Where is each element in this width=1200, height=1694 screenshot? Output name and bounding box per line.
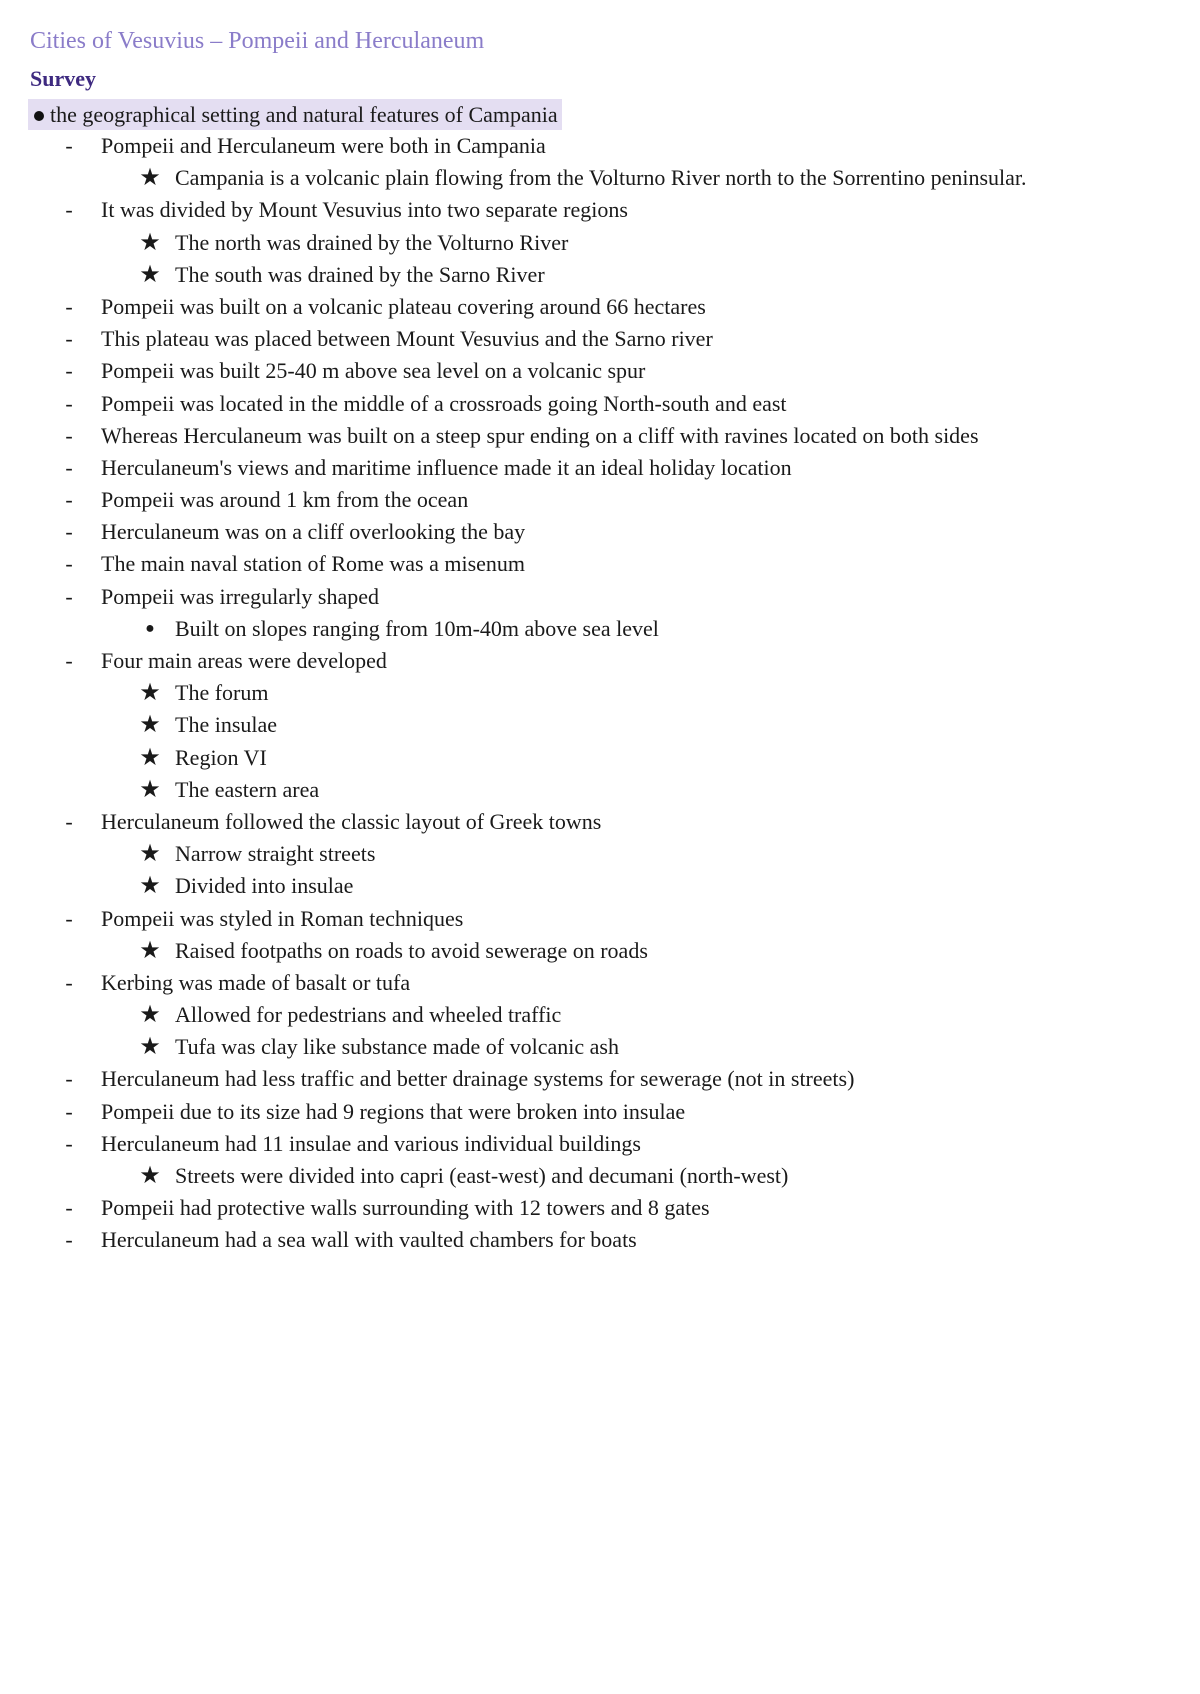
list-item-text: Four main areas were developed (101, 648, 387, 673)
star-icon: ★ (139, 165, 161, 192)
star-icon: ★ (139, 1163, 161, 1189)
list-item-text: The north was drained by the Volturno River (175, 229, 569, 255)
list-item (0, 677, 1200, 709)
list-item-text: Tufa was clay like substance made of volcanic ash (175, 1034, 619, 1060)
bullet-dot-icon: ● (145, 619, 155, 637)
dash-marker: - (65, 422, 73, 448)
list-item-text: Herculaneum followed the classic layout of Greek towns (101, 808, 602, 834)
list-item-text: The south was drained by the Sarno River (175, 261, 545, 287)
dash-marker: - (65, 648, 73, 673)
notes-list (0, 130, 1200, 1257)
star-icon: ★ (139, 937, 161, 964)
list-item-text: Divided into insulae (175, 873, 354, 899)
dash-marker: - (65, 551, 73, 577)
list-item-text: Campania is a volcanic plain flowing from the Volturno River north to the Sorrentino peninsular. (175, 165, 1027, 191)
list-item-text: The eastern area (175, 776, 320, 802)
list-item-text: Region VI (175, 744, 267, 770)
dash-marker: - (65, 293, 73, 319)
list-item (0, 484, 1200, 516)
star-icon: ★ (139, 744, 161, 771)
list-item (0, 1063, 1200, 1095)
list-item (0, 227, 1200, 259)
dash-marker: - (65, 390, 73, 416)
list-item (0, 130, 1200, 162)
list-item (0, 709, 1200, 741)
list-item-text: Kerbing was made of basalt or tufa (101, 969, 411, 995)
list-item (0, 548, 1200, 580)
dash-marker: - (65, 1066, 73, 1092)
dash-marker: - (65, 1227, 73, 1253)
dash-marker: - (65, 808, 73, 834)
dash-marker: - (65, 519, 73, 545)
dash-marker: - (65, 1130, 73, 1156)
list-item (0, 1031, 1200, 1063)
list-item-text: Pompeii was styled in Roman techniques (101, 905, 464, 931)
dash-marker: - (65, 905, 73, 931)
dash-marker: - (65, 1098, 73, 1124)
list-item (0, 355, 1200, 387)
list-item (0, 162, 1200, 194)
list-item (0, 194, 1200, 226)
list-item-text: Pompeii and Herculaneum were both in Campania (101, 133, 546, 158)
list-item-text: Herculaneum's views and maritime influence made it an ideal holiday location (101, 454, 792, 480)
list-item (0, 323, 1200, 355)
star-icon: ★ (139, 873, 161, 900)
list-item (0, 1224, 1200, 1256)
star-icon: ★ (139, 776, 161, 803)
list-item-text: Raised footpaths on roads to avoid sewerage on roads (175, 937, 648, 963)
list-item (0, 452, 1200, 484)
topic-text: the geographical setting and natural features of Campania (50, 102, 558, 127)
section-heading: Survey (30, 66, 96, 91)
dash-marker: - (65, 1195, 73, 1221)
highlighted-topic (28, 99, 562, 130)
dash-marker: - (65, 454, 73, 480)
list-item-text: This plateau was placed between Mount Vesuvius and the Sarno river (101, 326, 713, 352)
list-item-text: Whereas Herculaneum was built on a steep spur ending on a cliff with ravines located on both sides (101, 422, 979, 448)
list-item-text: The forum (175, 680, 269, 706)
dash-marker: - (65, 358, 73, 384)
list-item-text: Herculaneum had less traffic and better drainage systems for sewerage (not in streets) (101, 1066, 855, 1092)
dash-marker: - (65, 487, 73, 513)
list-item-text: Pompeii was built 25-40 m above sea level on a volcanic spur (101, 358, 646, 384)
list-item-text: Pompeii was located in the middle of a crossroads going North-south and east (101, 390, 787, 416)
list-item (0, 388, 1200, 420)
star-icon: ★ (139, 1034, 161, 1061)
list-item (0, 1160, 1200, 1192)
dash-marker: - (65, 197, 73, 223)
list-item-text: Pompeii due to its size had 9 regions that were broken into insulae (101, 1098, 686, 1124)
list-item (0, 967, 1200, 999)
list-item-text: Pompeii was around 1 km from the ocean (101, 487, 469, 513)
list-item-text: The main naval station of Rome was a misenum (101, 551, 526, 577)
list-item-text: It was divided by Mount Vesuvius into two separate regions (101, 197, 628, 223)
list-item (0, 838, 1200, 870)
list-item (0, 420, 1200, 452)
dash-marker: - (65, 969, 73, 995)
list-item-text: Built on slopes ranging from 10m-40m above sea level (175, 615, 659, 641)
list-item (0, 581, 1200, 613)
bullet-dot-icon (34, 111, 44, 121)
dash-marker: - (65, 133, 73, 158)
list-item (0, 870, 1200, 902)
list-item (0, 613, 1200, 645)
list-item-text: Herculaneum was on a cliff overlooking the bay (101, 519, 526, 545)
list-item-text: Pompeii had protective walls surrounding with 12 towers and 8 gates (101, 1195, 710, 1221)
list-item (0, 645, 1200, 677)
list-item (0, 742, 1200, 774)
star-icon: ★ (139, 1002, 161, 1029)
star-icon: ★ (139, 680, 161, 707)
star-icon: ★ (139, 261, 161, 288)
list-item (0, 516, 1200, 548)
list-item-text: Herculaneum had 11 insulae and various individual buildings (101, 1130, 641, 1156)
list-item (0, 935, 1200, 967)
document-title: Cities of Vesuvius – Pompeii and Herculaneum (30, 28, 485, 54)
list-item (0, 1128, 1200, 1160)
dash-marker: - (65, 583, 73, 609)
list-item (0, 806, 1200, 838)
dash-marker: - (65, 326, 73, 352)
list-item (0, 1192, 1200, 1224)
list-item-text: Streets were divided into capri (east-west) and decumani (north-west) (175, 1163, 789, 1188)
list-item (0, 291, 1200, 323)
list-item-text: Pompeii was irregularly shaped (101, 583, 379, 609)
star-icon: ★ (139, 229, 161, 256)
list-item (0, 903, 1200, 935)
list-item-text: Narrow straight streets (175, 841, 376, 867)
list-item-text: Herculaneum had a sea wall with vaulted chambers for boats (101, 1227, 637, 1253)
list-item-text: The insulae (175, 712, 278, 738)
list-item (0, 1096, 1200, 1128)
list-item-text: Allowed for pedestrians and wheeled traffic (175, 1002, 562, 1028)
list-item (0, 259, 1200, 291)
star-icon: ★ (139, 841, 161, 868)
list-item (0, 999, 1200, 1031)
star-icon: ★ (139, 712, 161, 739)
list-item-text: Pompeii was built on a volcanic plateau covering around 66 hectares (101, 293, 706, 319)
list-item (0, 774, 1200, 806)
